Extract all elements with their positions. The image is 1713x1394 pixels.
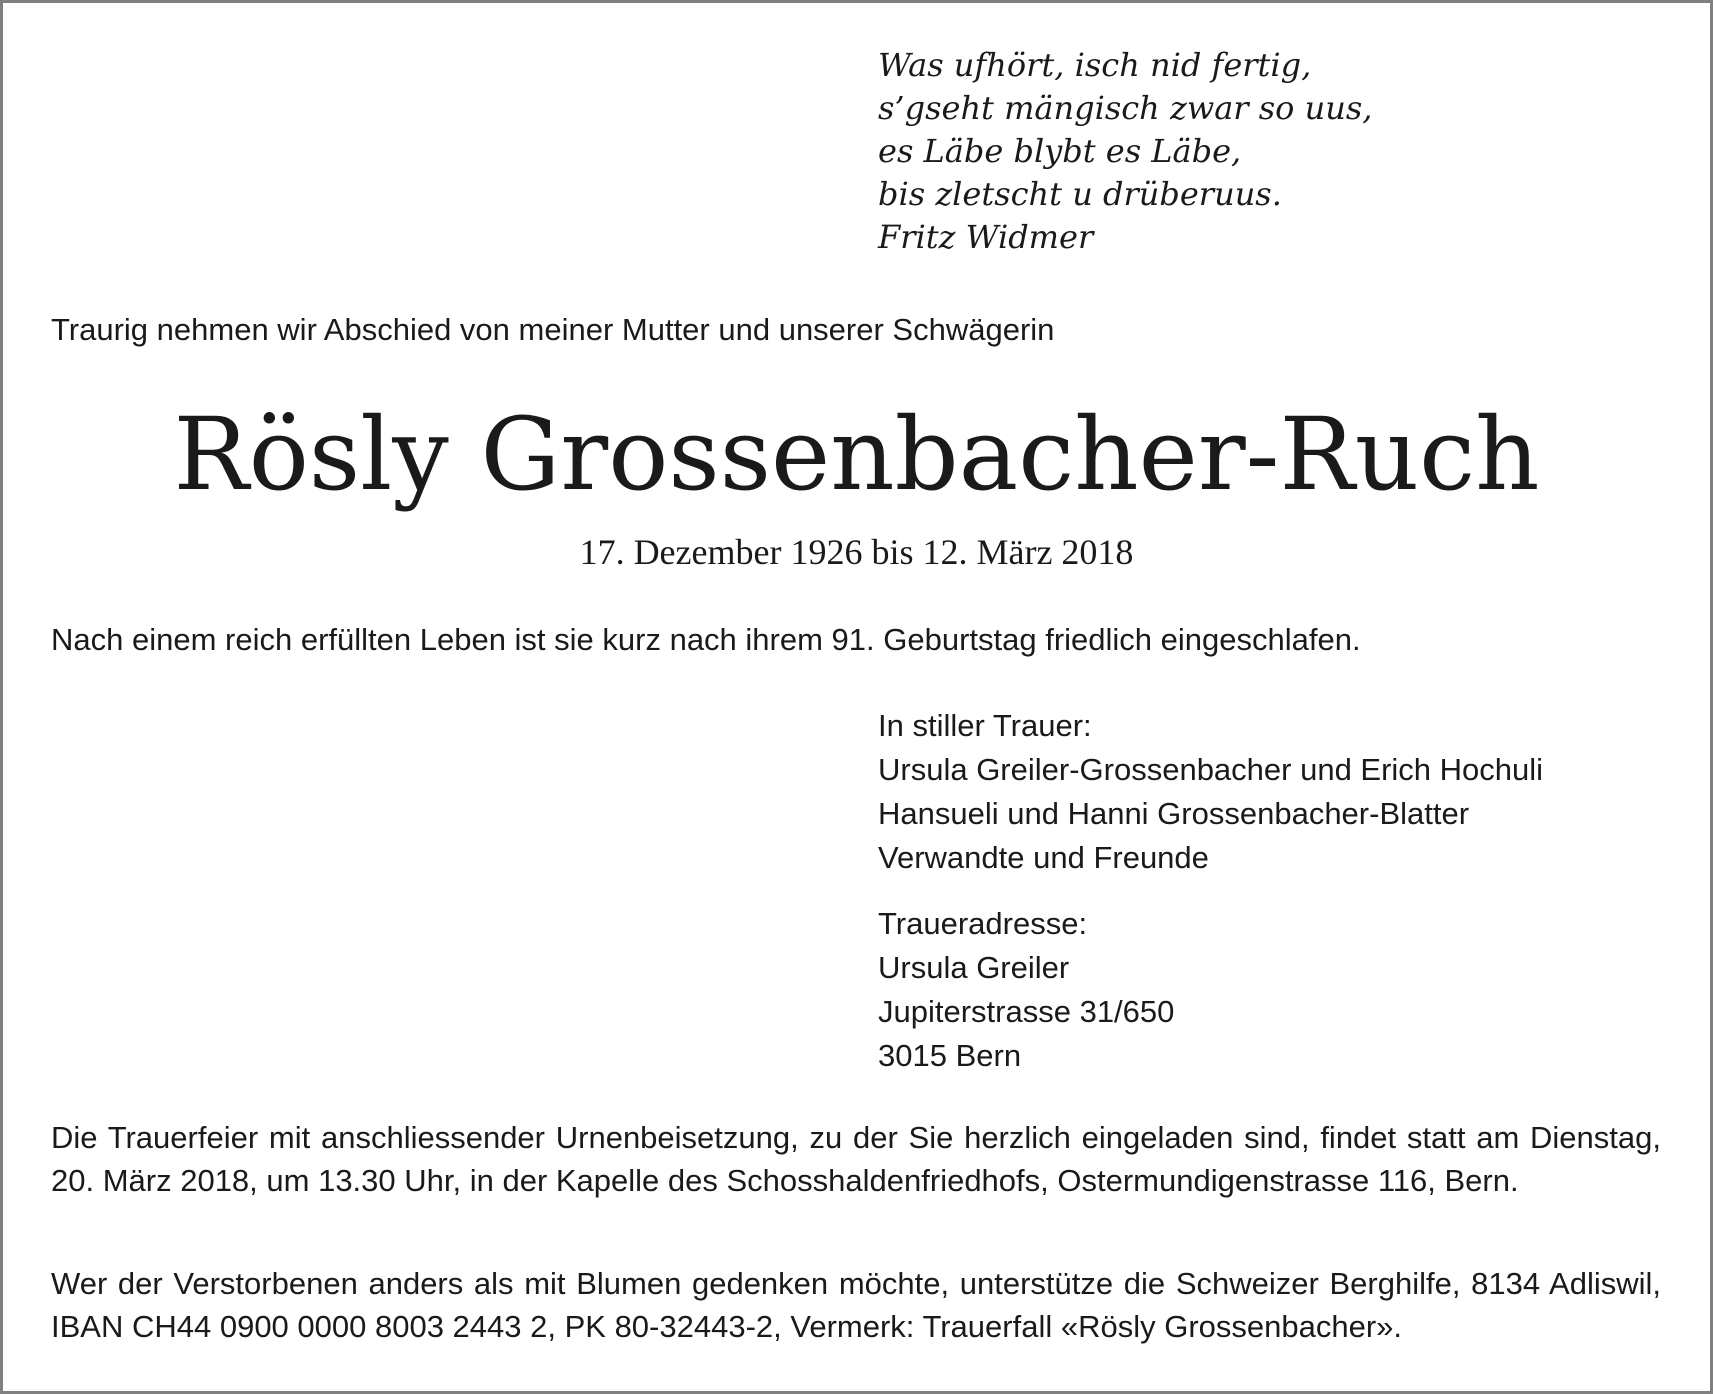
- life-statement: Nach einem reich erfüllten Leben ist sie kurz nach ihrem 91. Geburtstag friedlich eingeschlafen.: [51, 622, 1361, 657]
- mourner-name: Hansueli und Hanni Grossenbacher-Blatter: [878, 796, 1470, 831]
- ceremony-paragraph: Die Trauerfeier mit anschliessender Urnenbeisetzung, zu der Sie herzlich eingeladen sind, findet statt am Dienstag, 20. März 2018, um 13.30 Uhr, in der Kapelle des Schosshaldenfriedhofs, Ostermundigenstrasse 116, Bern.: [51, 1120, 1661, 1198]
- donation-paragraph: Wer der Verstorbenen anders als mit Blumen gedenken möchte, unterstütze die Schweizer Berghilfe, 8134 Adliswil, IBAN CH44 0900 0000 8003 2443 2, PK 80-32443-2, Vermerk: Trauerfall «Rösly Grossenbacher».: [51, 1266, 1661, 1344]
- poem-line: s’gseht mängisch zwar so uus,: [878, 89, 1373, 127]
- address-line: Jupiterstrasse 31/650: [878, 994, 1175, 1029]
- intro-text: Traurig nehmen wir Abschied von meiner Mutter und unserer Schwägerin: [51, 312, 1055, 347]
- mourning-address-block: [878, 902, 1174, 1078]
- mourners-heading: In stiller Trauer:: [878, 708, 1092, 743]
- address-heading: Traueradresse:: [878, 906, 1088, 941]
- poem: [878, 44, 1372, 259]
- deceased-name: Rösly Grossenbacher-Ruch: [173, 396, 1540, 513]
- address-line: 3015 Bern: [878, 1038, 1022, 1073]
- life-dates: 17. Dezember 1926 bis 12. März 2018: [579, 532, 1134, 572]
- poem-line: es Läbe blybt es Läbe,: [878, 132, 1242, 170]
- address-line: Ursula Greiler: [878, 950, 1070, 985]
- mourners-block: [878, 704, 1543, 880]
- mourner-name: Verwandte und Freunde: [878, 840, 1209, 875]
- poem-line: bis zletscht u drüberuus.: [878, 175, 1282, 213]
- poem-author: Fritz Widmer: [878, 218, 1094, 256]
- mourner-name: Ursula Greiler-Grossenbacher und Erich Hochuli: [878, 752, 1544, 787]
- poem-line: Was ufhört, isch nid fertig,: [878, 46, 1312, 84]
